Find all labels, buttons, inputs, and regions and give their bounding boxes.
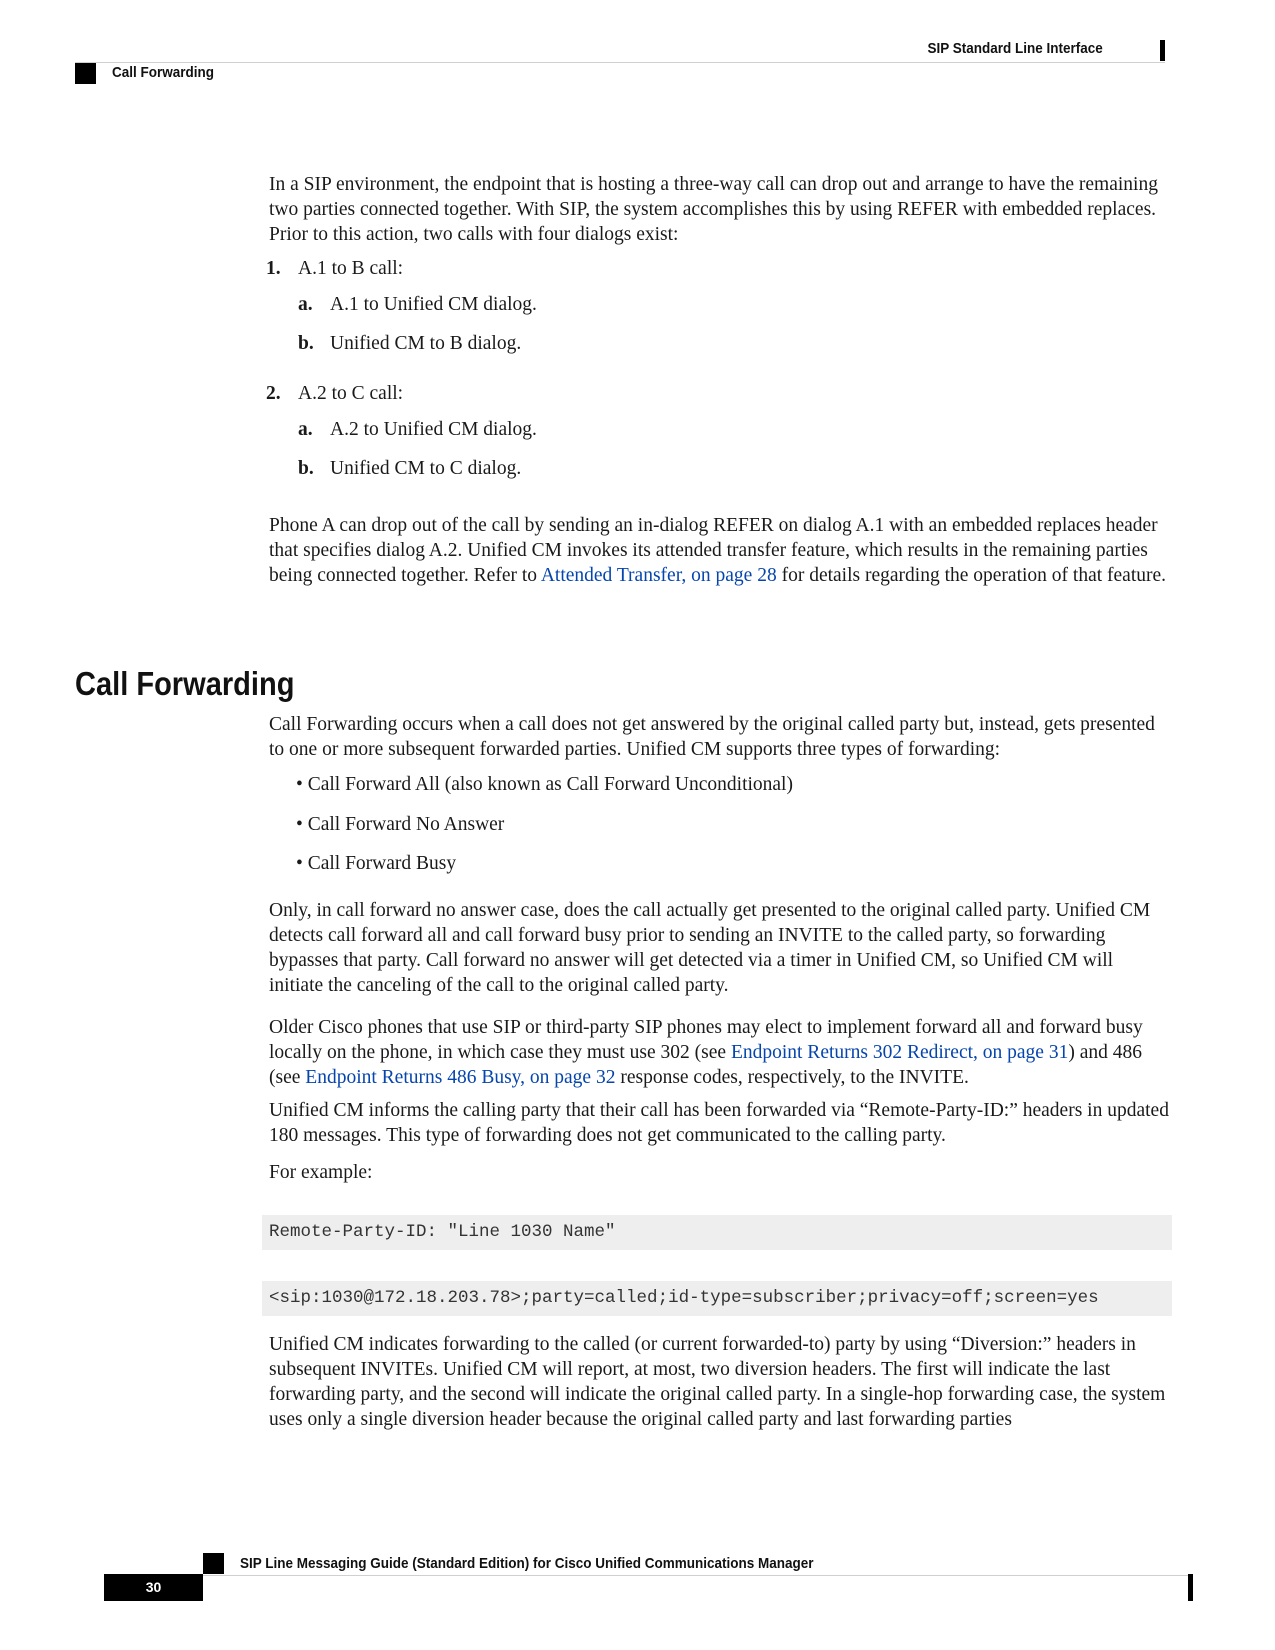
list-number: 1.	[266, 258, 281, 279]
sub-list-letter: b.	[298, 458, 314, 479]
sub-list-text: A.1 to Unified CM dialog.	[330, 294, 537, 315]
intro-paragraph: In a SIP environment, the endpoint that is hosting a three-way call can drop out and arrange to have the remaining two parties connected together. With SIP, the system accomplishes this by using REFER with embedded replaces. Prior to this action, two calls with four dialogs exist:	[269, 174, 1158, 245]
diversion-paragraph: Unified CM indicates forwarding to the called (or current forwarded-to) party by using “Diversion:” headers in subsequent INVITEs. Unified CM will report, at most, two diversion headers. The first will indicate the last forwarding party, and the second will indicate the original called party. In a single-hop forwarding case, the system uses only a single diversion header because the original called party and last forwarding parties	[269, 1334, 1166, 1430]
older-phones-paragraph: Older Cisco phones that use SIP or third-party SIP phones may elect to implement forward all and forward busy locally on the phone, in which case they must use 302 (see Endpoint Returns 302 Redirect, on page 31) and 486 (see Endpoint Returns 486 Busy, on page 32 response codes, respectively, to the INVITE.	[269, 1017, 1143, 1088]
header-rule	[75, 62, 1165, 63]
header-marker-bar	[1160, 40, 1165, 61]
no-answer-paragraph: Only, in call forward no answer case, does the call actually get presented to the original called party. Unified CM detects call forward all and call forward busy prior to sending an INVITE to the called party, so forwarding bypasses that party. Call forward no answer will get detected via a timer in Unified CM, so Unified CM will initiate the canceling of the call to the original called party.	[269, 900, 1151, 996]
page-number: 30	[104, 1574, 203, 1601]
endpoint-486-link[interactable]: Endpoint Returns 486 Busy, on page 32	[305, 1067, 616, 1088]
code-block: Remote-Party-ID: "Line 1030 Name"	[262, 1215, 1172, 1250]
header-marker-square	[75, 63, 96, 84]
for-example-label: For example:	[269, 1162, 373, 1183]
drop-out-paragraph: Phone A can drop out of the call by sending an in-dialog REFER on dialog A.1 with an embedded replaces header that specifies dialog A.2. Unified CM invokes its attended transfer feature, which results in the remaining parties being connected together. Refer to Attended Transfer, on page 28 for details regarding the operation of that feature.	[269, 515, 1167, 586]
code-block: <sip:1030@172.18.203.78>;party=called;id-type=subscriber;privacy=off;screen=yes	[262, 1281, 1172, 1316]
call-forwarding-intro: Call Forwarding occurs when a call does not get answered by the original called party but, instead, gets presented to one or more subsequent forwarded parties. Unified CM supports three types of forwarding:	[269, 714, 1155, 760]
footer-book-title: SIP Line Messaging Guide (Standard Edition) for Cisco Unified Communications Manager	[240, 1555, 814, 1572]
running-header-chapter: SIP Standard Line Interface	[927, 40, 1103, 57]
footer-rule	[203, 1575, 1193, 1576]
bullet-item: • Call Forward No Answer	[296, 814, 505, 835]
sub-list-letter: a.	[298, 294, 313, 315]
attended-transfer-link[interactable]: Attended Transfer, on page 28	[540, 565, 777, 586]
sub-list-text: Unified CM to C dialog.	[330, 458, 522, 479]
bullet-item: • Call Forward All (also known as Call Forward Unconditional)	[296, 774, 793, 795]
running-header-section: Call Forwarding	[112, 64, 215, 81]
sub-list-text: Unified CM to B dialog.	[330, 333, 522, 354]
section-title: Call Forwarding	[75, 665, 295, 702]
sub-list-letter: a.	[298, 419, 313, 440]
endpoint-302-link[interactable]: Endpoint Returns 302 Redirect, on page 31	[730, 1042, 1069, 1063]
footer-marker-square	[203, 1553, 224, 1574]
list-text: A.1 to B call:	[298, 258, 404, 279]
sub-list-letter: b.	[298, 333, 314, 354]
list-number: 2.	[266, 383, 281, 404]
list-text: A.2 to C call:	[298, 383, 404, 404]
bullet-item: • Call Forward Busy	[296, 853, 457, 874]
inform-paragraph: Unified CM informs the calling party that their call has been forwarded via “Remote-Party-ID:” headers in updated 180 messages. This type of forwarding does not get communicated to the calling party.	[269, 1100, 1169, 1146]
sub-list-text: A.2 to Unified CM dialog.	[330, 419, 537, 440]
footer-marker-bar	[1188, 1574, 1193, 1601]
